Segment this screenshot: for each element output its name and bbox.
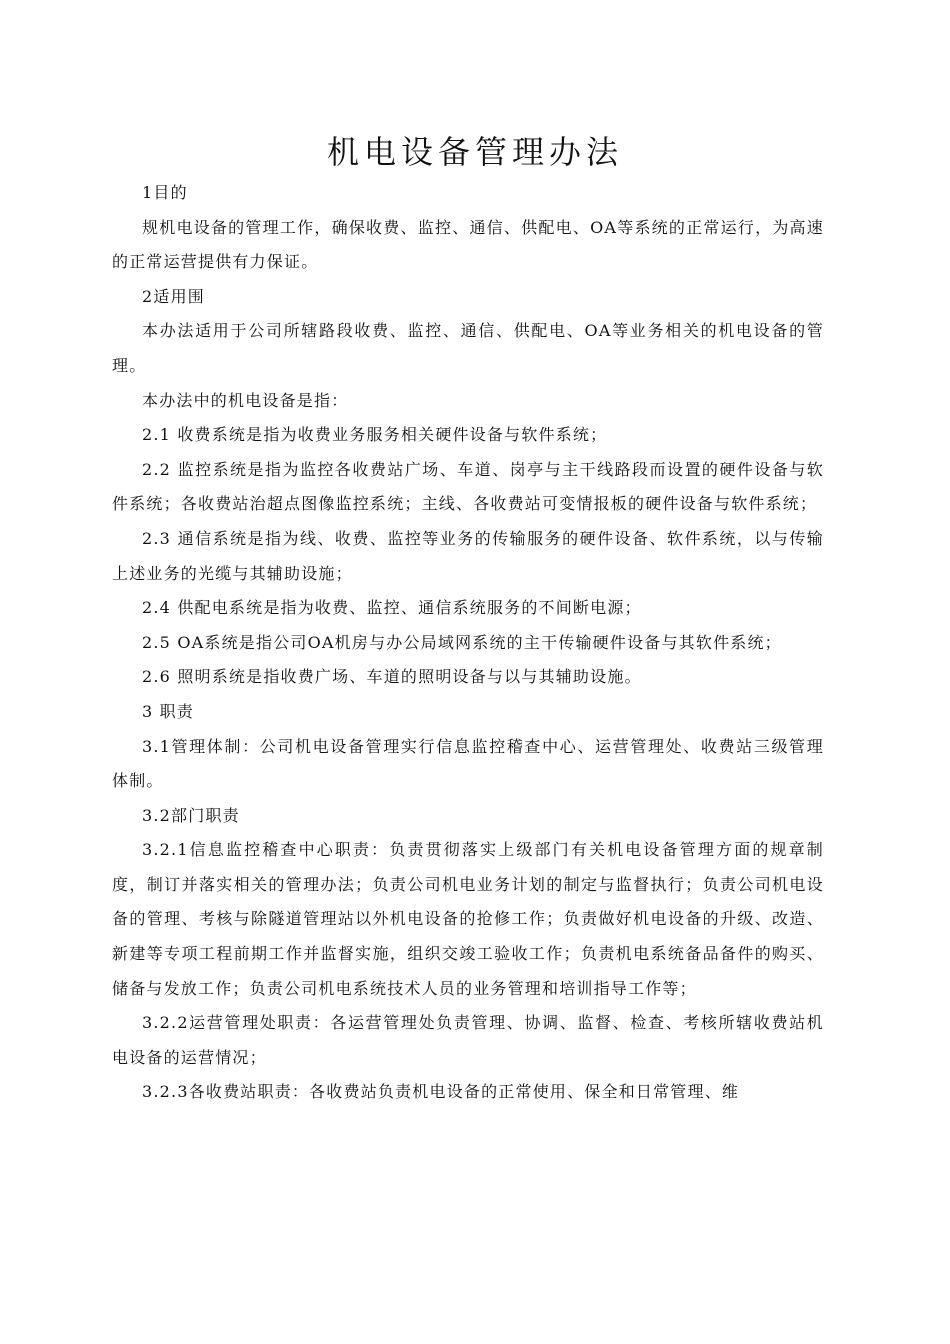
- paragraph-item-2-5: 2.5 OA系统是指公司OA机房与办公局域网系统的主干传输硬件设备与其软件系统；: [142, 632, 782, 652]
- paragraph-item-2-3: 2.3 通信系统是指为线、收费、监控等业务的传输服务的硬件设备、软件系统，以与传输上述业务的光缆与其辅助设施；: [112, 528, 824, 583]
- document-body: [112, 176, 824, 1110]
- section-heading-purpose: 1目的: [142, 183, 188, 202]
- paragraph-item-2-6: 2.6 照明系统是指收费广场、车道的照明设备与以与其辅助设施。: [142, 667, 642, 687]
- section-heading-responsibilities: 3 职责: [142, 701, 195, 721]
- section-heading-department: 3.2部门职责: [142, 805, 240, 825]
- paragraph-item-3-2-3: 3.2.3各收费站职责：各收费站负责机电设备的正常使用、保全和日常管理、维: [142, 1082, 740, 1102]
- paragraph-item-2-2: 2.2 监控系统是指为监控各收费站广场、车道、岗亭与主干线路段而设置的硬件设备与软件系统；各收费站治超点图像监控系统；主线、各收费站可变情报板的硬件设备与软件系统；: [112, 459, 824, 514]
- paragraph-scope: 本办法适用于公司所辖路段收费、监控、通信、供配电、OA等业务相关的机电设备的管理。: [112, 321, 824, 375]
- paragraph-item-3-2-2: 3.2.2运营管理处职责：各运营管理处负责管理、协调、监督、检查、考核所辖收费站机电设备的运营情况；: [112, 1013, 824, 1067]
- paragraph-item-3-1: 3.1管理体制：公司机电设备管理实行信息监控稽查中心、运营管理处、收费站三级管理体制。: [112, 736, 824, 791]
- paragraph-definition-intro: 本办法中的机电设备是指：: [142, 390, 349, 410]
- paragraph-item-2-4: 2.4 供配电系统是指为收费、监控、通信系统服务的不间断电源；: [142, 598, 642, 618]
- document-title: 机电设备管理办法: [326, 133, 623, 171]
- section-heading-scope: 2适用围: [142, 286, 205, 306]
- paragraph-item-2-1: 2.1 收费系统是指为收费业务服务相关硬件设备与软件系统；: [142, 425, 608, 445]
- paragraph-item-3-2-1: 3.2.1信息监控稽查中心职责：负责贯彻落实上级部门有关机电设备管理方面的规章制度，制订并落实相关的管理办法；负责公司机电业务计划的制定与监督执行；负责公司机电设备的管理、考核与除隧道管理站以外机电设备的抢修工作；负责做好机电设备的升级、改造、新建等专项工程前期工作并监督实施，组织交竣工验收工作；负责机电系统备品备件的购买、储备与发放工作；负责公司机电系统技术人员的业务管理和培训指导工作等；: [112, 840, 824, 998]
- paragraph-purpose: 规机电设备的管理工作，确保收费、监控、通信、供配电、OA等系统的正常运行，为高速的正常运营提供有力保证。: [112, 217, 824, 272]
